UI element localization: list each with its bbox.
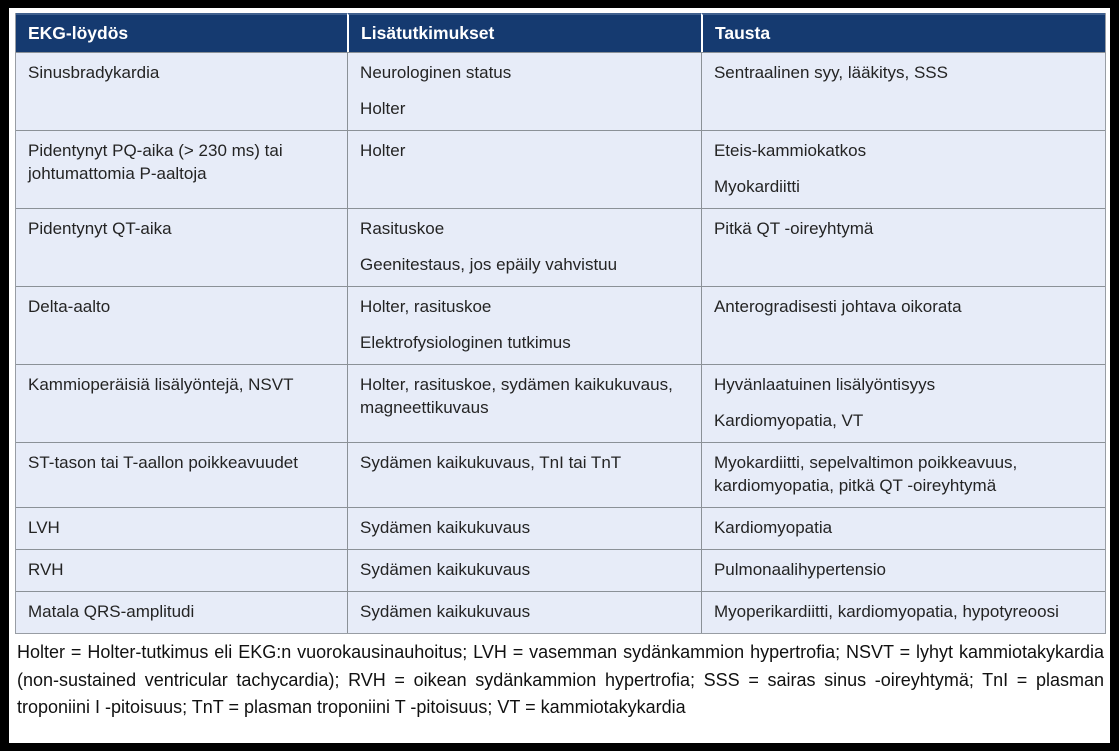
table-row	[16, 507, 1105, 549]
table-row	[16, 130, 1105, 208]
cell-text: Rasituskoe	[360, 219, 445, 238]
column-header-tausta: Tausta	[701, 13, 1105, 52]
cell-text: Delta-aalto	[28, 297, 111, 316]
cell-text: Holter, rasituskoe, sydämen kaikukuvaus, magneettikuvaus	[360, 375, 673, 417]
cell-background	[701, 286, 1105, 364]
cell-text: Sydämen kaikukuvaus	[360, 560, 531, 579]
cell-ekg	[16, 52, 347, 130]
cell-text: Neurologinen status	[360, 63, 512, 82]
column-header-lisatutkimukset: Lisätutkimukset	[347, 13, 701, 52]
cell-background	[701, 364, 1105, 442]
table-row	[16, 591, 1105, 633]
cell-text: Sentraalinen syy, lääkitys, SSS	[713, 63, 948, 82]
cell-background	[701, 507, 1105, 549]
cell-text: Holter	[360, 99, 406, 118]
cell-text: Elektrofysiologinen tutkimus	[360, 333, 571, 352]
cell-text: Sydämen kaikukuvaus, TnI tai TnT	[360, 453, 622, 472]
cell-background	[701, 130, 1105, 208]
cell-tests	[347, 208, 701, 286]
cell-ekg	[16, 442, 347, 507]
header-row	[16, 13, 1105, 52]
table-row	[16, 364, 1105, 442]
cell-ekg	[16, 549, 347, 591]
cell-text: Pidentynyt QT-aika	[28, 219, 172, 238]
cell-tests	[347, 549, 701, 591]
cell-ekg	[16, 364, 347, 442]
page	[9, 8, 1110, 743]
cell-background	[701, 591, 1105, 633]
column-header-ekg-loydos: EKG-löydös	[16, 13, 347, 52]
abbreviations-footnote: Holter = Holter-tutkimus eli EKG:n vuorokausinauhoitus; LVH = vasemman sydänkammion hypertrofia; NSVT = lyhyt kammiotakykardia (non-sustained ventricular tachycardia); RVH = oikean sydänkammion hypertrofia; SSS = sairas sinus -oireyhtymä; TnI = plasman troponiini I -pitoisuus; TnT = plasman troponiini T -pitoisuus; VT = kammiotakykardia	[17, 642, 1104, 717]
cell-text: Holter	[360, 141, 406, 160]
cell-text: Matala QRS-amplitudi	[28, 602, 195, 621]
cell-text: LVH	[28, 518, 60, 537]
ekg-findings-table	[15, 13, 1106, 634]
cell-tests	[347, 286, 701, 364]
cell-text: Geenitestaus, jos epäily vahvistuu	[360, 255, 618, 274]
cell-text: Hyvänlaatuinen lisälyöntisyys	[713, 375, 936, 394]
cell-ekg	[16, 591, 347, 633]
cell-tests	[347, 442, 701, 507]
cell-text: Anterogradisesti johtava oikorata	[713, 297, 962, 316]
cell-text: Kammioperäisiä lisälyöntejä, NSVT	[28, 375, 294, 394]
cell-text: Eteis-kammiokatkos	[713, 141, 867, 160]
table-row	[16, 208, 1105, 286]
cell-text: Sinusbradykardia	[28, 63, 160, 82]
cell-background	[701, 442, 1105, 507]
table-row	[16, 549, 1105, 591]
cell-text: Myokardiitti, sepelvaltimon poikkeavuus, kardiomyopatia, pitkä QT -oireyhtymä	[713, 453, 1018, 495]
cell-background	[701, 52, 1105, 130]
cell-text: Pulmonaalihypertensio	[713, 560, 886, 579]
cell-tests	[347, 507, 701, 549]
cell-text: RVH	[28, 560, 64, 579]
cell-text: Holter, rasituskoe	[360, 297, 492, 316]
cell-text: Myokardiitti	[713, 177, 800, 196]
cell-ekg	[16, 286, 347, 364]
cell-ekg	[16, 130, 347, 208]
cell-background	[701, 208, 1105, 286]
cell-tests	[347, 364, 701, 442]
cell-text: ST-tason tai T-aallon poikkeavuudet	[28, 453, 298, 472]
table-row	[16, 52, 1105, 130]
cell-ekg	[16, 208, 347, 286]
cell-tests	[347, 591, 701, 633]
cell-tests	[347, 52, 701, 130]
cell-text: Sydämen kaikukuvaus	[360, 602, 531, 621]
cell-text: Kardiomyopatia	[713, 518, 833, 537]
cell-background	[701, 549, 1105, 591]
table-row	[16, 442, 1105, 507]
table-row	[16, 286, 1105, 364]
cell-tests	[347, 130, 701, 208]
cell-text: Pitkä QT -oireyhtymä	[713, 219, 874, 238]
cell-text: Pidentynyt PQ-aika (> 230 ms) tai johtumattomia P-aaltoja	[28, 141, 283, 183]
cell-ekg	[16, 507, 347, 549]
cell-text: Myoperikardiitti, kardiomyopatia, hypotyreoosi	[713, 602, 1059, 621]
cell-text: Kardiomyopatia, VT	[713, 411, 864, 430]
cell-text: Sydämen kaikukuvaus	[360, 518, 531, 537]
